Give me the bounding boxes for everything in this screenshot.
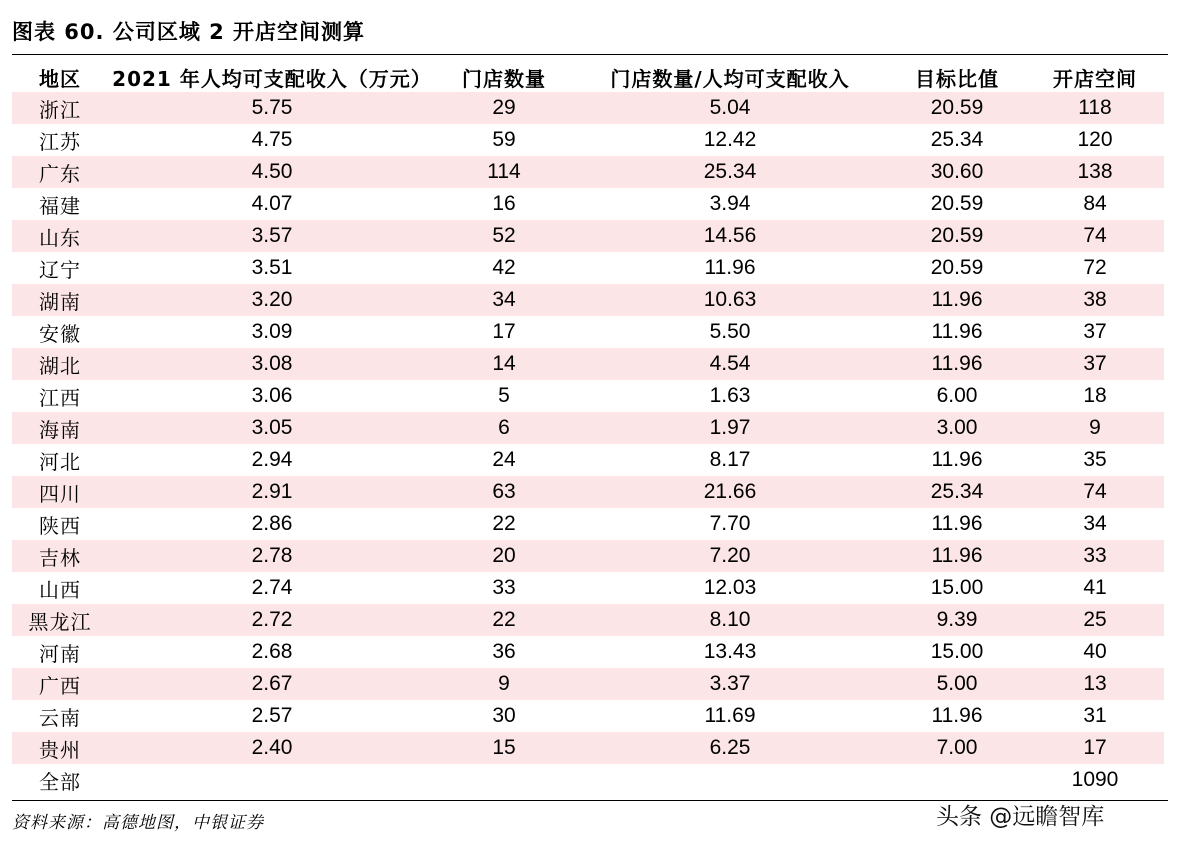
store-count-cell: 59 (492, 128, 516, 151)
region-cell: 云南 (39, 705, 81, 730)
region-cell: 湖北 (12, 348, 108, 380)
store-space-cell: 38 (1026, 284, 1164, 316)
table-row (12, 92, 1164, 124)
table-row (12, 476, 1164, 508)
region-cell: 辽宁 (39, 257, 81, 282)
store-space-cell: 74 (1026, 476, 1164, 508)
income-cell: 2.86 (251, 512, 293, 535)
ratio-cell: 14.56 (572, 220, 888, 252)
store-count-cell: 22 (492, 512, 516, 535)
target-ratio-cell: 25.34 (930, 128, 984, 151)
store-count-cell: 15 (436, 732, 572, 764)
store-count-cell: 33 (492, 576, 516, 599)
target-ratio-cell: 25.34 (888, 476, 1026, 508)
region-cell: 黑龙江 (12, 604, 108, 636)
target-ratio-cell: 6.00 (936, 384, 978, 407)
header-store-income-ratio: 门店数量/人均可支配收入 (610, 66, 850, 91)
table-row (12, 188, 1164, 220)
region-cell: 山东 (12, 220, 108, 252)
store-count-cell: 20 (436, 540, 572, 572)
table-row (12, 252, 1164, 284)
income-cell: 2.91 (108, 476, 436, 508)
table-row (12, 444, 1164, 476)
target-ratio-cell: 11.96 (931, 512, 983, 535)
income-cell: 2.74 (251, 576, 293, 599)
table-row (12, 636, 1164, 668)
ratio-cell: 11.96 (704, 256, 756, 279)
store-count-cell: 30 (492, 704, 516, 727)
target-ratio-cell: 15.00 (930, 576, 984, 599)
store-space-cell: 9 (1026, 412, 1164, 444)
store-count-cell: 16 (492, 192, 516, 215)
store-space-table (12, 62, 1164, 796)
store-space-cell: 13 (1026, 668, 1164, 700)
target-ratio-cell: 11.96 (888, 540, 1026, 572)
region-cell: 广东 (12, 156, 108, 188)
ratio-cell: 7.20 (572, 540, 888, 572)
store-count-cell: 34 (436, 284, 572, 316)
ratio-cell: 8.10 (572, 604, 888, 636)
region-cell: 陕西 (39, 513, 81, 538)
ratio-cell: 5.04 (572, 92, 888, 124)
target-ratio-cell: 20.59 (930, 256, 984, 279)
table-row (12, 348, 1164, 380)
ratio-cell: 3.37 (572, 668, 888, 700)
region-cell: 广西 (12, 668, 108, 700)
ratio-cell: 21.66 (572, 476, 888, 508)
store-count-cell: 5 (498, 384, 510, 407)
table-row (12, 220, 1164, 252)
ratio-cell: 1.97 (572, 412, 888, 444)
income-cell: 2.57 (251, 704, 293, 727)
store-count-cell: 17 (492, 320, 516, 343)
store-count-cell: 29 (436, 92, 572, 124)
header-region: 地区 (39, 66, 81, 91)
income-cell: 5.75 (108, 92, 436, 124)
table-row (12, 732, 1164, 764)
store-space-cell: 34 (1083, 512, 1107, 535)
store-space-cell: 74 (1026, 220, 1164, 252)
target-ratio-cell: 5.00 (888, 668, 1026, 700)
region-cell: 江西 (39, 385, 81, 410)
table-row (12, 156, 1164, 188)
income-cell: 4.75 (251, 128, 293, 151)
ratio-cell: 10.63 (572, 284, 888, 316)
store-count-cell: 24 (492, 448, 516, 471)
empty-cell (108, 764, 436, 796)
table-row (12, 124, 1164, 156)
table-row (12, 284, 1164, 316)
store-space-cell: 17 (1026, 732, 1164, 764)
store-space-cell: 84 (1083, 192, 1107, 215)
table-row (12, 604, 1164, 636)
ratio-cell: 25.34 (572, 156, 888, 188)
region-cell: 河北 (39, 449, 81, 474)
region-cell: 山西 (39, 577, 81, 602)
source-note: 资料来源：高德地图，中银证券 (12, 813, 264, 833)
table-row (12, 540, 1164, 572)
target-ratio-cell: 11.96 (888, 284, 1026, 316)
income-cell: 3.57 (108, 220, 436, 252)
store-count-cell: 9 (436, 668, 572, 700)
store-space-cell: 40 (1083, 640, 1107, 663)
ratio-cell: 8.17 (709, 448, 751, 471)
store-count-cell: 22 (436, 604, 572, 636)
income-cell: 2.72 (108, 604, 436, 636)
store-space-cell: 138 (1026, 156, 1164, 188)
store-count-cell: 36 (492, 640, 516, 663)
store-space-cell: 33 (1026, 540, 1164, 572)
watermark: 头条 @远瞻智库 (936, 804, 1105, 830)
total-value: 1090 (1026, 764, 1164, 796)
table-row (12, 412, 1164, 444)
region-cell: 湖南 (12, 284, 108, 316)
income-cell: 3.05 (108, 412, 436, 444)
table-row (12, 668, 1164, 700)
store-space-cell: 118 (1026, 92, 1164, 124)
total-label: 全部 (12, 764, 108, 796)
store-space-cell: 37 (1026, 348, 1164, 380)
ratio-cell: 6.25 (572, 732, 888, 764)
table-row (12, 572, 1164, 604)
target-ratio-cell: 11.96 (931, 448, 983, 471)
header-income: 2021 年人均可支配收入（万元） (112, 66, 432, 91)
empty-cell (572, 764, 888, 796)
ratio-cell: 4.54 (572, 348, 888, 380)
store-space-cell: 41 (1083, 576, 1107, 599)
target-ratio-cell: 3.00 (888, 412, 1026, 444)
store-space-cell: 25 (1026, 604, 1164, 636)
income-cell: 4.07 (251, 192, 293, 215)
header-target-ratio: 目标比值 (915, 66, 999, 91)
store-space-cell: 120 (1077, 128, 1113, 151)
region-cell: 河南 (39, 641, 81, 666)
store-count-cell: 6 (436, 412, 572, 444)
store-count-cell: 14 (436, 348, 572, 380)
ratio-cell: 7.70 (709, 512, 751, 535)
target-ratio-cell: 7.00 (888, 732, 1026, 764)
empty-cell (436, 764, 572, 796)
region-cell: 安徽 (39, 321, 81, 346)
income-cell: 3.20 (108, 284, 436, 316)
region-cell: 江苏 (39, 129, 81, 154)
income-cell: 3.08 (108, 348, 436, 380)
target-ratio-cell: 20.59 (888, 92, 1026, 124)
top-rule (12, 54, 1168, 55)
ratio-cell: 3.94 (709, 192, 751, 215)
region-cell: 浙江 (12, 92, 108, 124)
region-cell: 海南 (12, 412, 108, 444)
store-count-cell: 42 (492, 256, 516, 279)
region-cell: 贵州 (12, 732, 108, 764)
income-cell: 3.09 (251, 320, 293, 343)
store-space-cell: 35 (1083, 448, 1107, 471)
target-ratio-cell: 20.59 (888, 220, 1026, 252)
income-cell: 2.94 (251, 448, 293, 471)
income-cell: 3.06 (251, 384, 293, 407)
ratio-cell: 1.63 (709, 384, 751, 407)
figure-title: 图表 60. 公司区域 2 开店空间测算 (12, 20, 366, 44)
store-count-cell: 63 (436, 476, 572, 508)
store-space-cell: 31 (1083, 704, 1107, 727)
target-ratio-cell: 11.96 (931, 704, 983, 727)
target-ratio-cell: 15.00 (930, 640, 984, 663)
income-cell: 2.68 (251, 640, 293, 663)
region-cell: 福建 (39, 193, 81, 218)
target-ratio-cell: 11.96 (931, 320, 983, 343)
income-cell: 2.40 (108, 732, 436, 764)
ratio-cell: 5.50 (709, 320, 751, 343)
target-ratio-cell: 9.39 (888, 604, 1026, 636)
income-cell: 3.51 (251, 256, 293, 279)
header-store-space: 开店空间 (1053, 66, 1137, 91)
store-space-cell: 37 (1083, 320, 1107, 343)
store-count-cell: 52 (436, 220, 572, 252)
target-ratio-cell: 11.96 (888, 348, 1026, 380)
total-row (12, 764, 1164, 796)
table-row (12, 508, 1164, 540)
store-space-cell: 72 (1083, 256, 1107, 279)
ratio-cell: 12.42 (703, 128, 757, 151)
table-row (12, 316, 1164, 348)
income-cell: 2.67 (108, 668, 436, 700)
table-body (12, 92, 1164, 796)
empty-cell (888, 764, 1026, 796)
ratio-cell: 12.03 (703, 576, 757, 599)
region-cell: 吉林 (12, 540, 108, 572)
region-cell: 四川 (12, 476, 108, 508)
store-count-cell: 114 (436, 156, 572, 188)
income-cell: 2.78 (108, 540, 436, 572)
income-cell: 4.50 (108, 156, 436, 188)
ratio-cell: 13.43 (703, 640, 757, 663)
table-header-row (12, 62, 1164, 92)
store-space-cell: 18 (1083, 384, 1107, 407)
ratio-cell: 11.69 (704, 704, 756, 727)
table-row (12, 380, 1164, 412)
target-ratio-cell: 20.59 (930, 192, 984, 215)
header-store-count: 门店数量 (462, 66, 546, 91)
target-ratio-cell: 30.60 (888, 156, 1026, 188)
table-row (12, 700, 1164, 732)
